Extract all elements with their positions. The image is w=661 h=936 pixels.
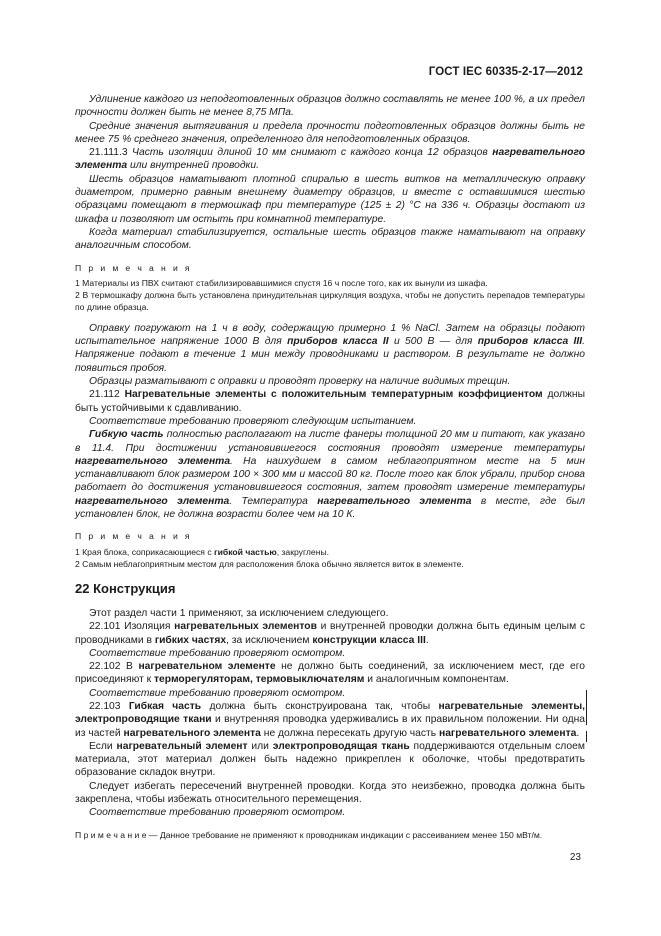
text-run: . Температура xyxy=(229,495,318,507)
text-run: полностью располагают на листе фанеры толщиной 20 мм и питают, как указано в 11.4. При достижении установившегося состояния проводят измерение температуры xyxy=(75,429,585,454)
text-run: , за исключением xyxy=(226,634,313,646)
text-run: 22.102 В xyxy=(89,661,139,673)
term-bold: нагревательного элемента xyxy=(317,495,472,507)
term-bold: нагревательного элемента xyxy=(123,727,261,739)
text-run: должна быть сконструирована так, чтобы xyxy=(201,700,439,712)
spacer xyxy=(75,253,585,262)
text-run: Этот раздел части 1 применяют, за исключением следующего. xyxy=(89,607,389,619)
paragraph xyxy=(75,226,585,253)
spacer xyxy=(75,521,585,530)
text-run: Средние значения вытягивания и предела прочности подготовленных образцов должны быть не менее 75 % среднего значения, определенного для неподготовленных образцов. xyxy=(75,120,585,145)
text-run: Удлинение каждого из неподготовленных образцов должно составлять не менее 100 %, а их предел прочности должен быть не менее 8,75 МПа. xyxy=(75,94,585,119)
page-number: 23 xyxy=(569,852,581,863)
text-run: Соответствие требованию проверяют осмотром. xyxy=(89,807,346,819)
paragraph xyxy=(75,647,585,660)
text-run: 21.111.3 xyxy=(89,147,133,159)
term-bold: нагревательных элементов xyxy=(174,621,317,633)
text-run: или внутренней проводки. xyxy=(127,160,259,172)
text-run: 21.112 xyxy=(89,389,125,401)
paragraph xyxy=(75,388,585,415)
paragraph xyxy=(75,415,585,428)
text-run: и аналогичным компонентам. xyxy=(364,674,509,686)
term-bold: конструкции класса III xyxy=(312,634,426,646)
term-bold: приборов класса III xyxy=(477,336,583,348)
note-item xyxy=(75,558,585,570)
paragraph xyxy=(75,806,585,819)
text-run: Когда материал стабилизируется, остальные шесть образцов также наматывают на оправку аналогичным способом. xyxy=(75,226,585,252)
paragraph xyxy=(75,660,585,687)
text-run: Следует избегать пересечений внутренней проводки. Когда это неизбежно, проводка должна быть закреплена, чтобы избежать относительного перемещения. xyxy=(75,780,585,806)
term-bold: гибких частях xyxy=(154,634,227,646)
paragraph xyxy=(75,428,585,521)
text-run: не должно быть соединений, за исключением мест, где его присоединяют к xyxy=(75,661,585,686)
term-bold: нагревательного элемента xyxy=(75,455,231,467)
text-run: 2 Самым неблагоприятным местом для расположения блока обычно является виток в элементе. xyxy=(75,558,464,569)
spacer xyxy=(75,313,585,322)
paragraph xyxy=(75,173,585,226)
note-item xyxy=(75,277,585,289)
text-run: . xyxy=(576,727,580,739)
text-run: и внутренняя проводка удерживались в их правильном положении. Ни одна из частей xyxy=(75,714,585,739)
paragraph xyxy=(75,740,585,780)
term-bold: Нагревательные элементы с положительным температурным коэффициентом xyxy=(124,389,543,401)
document-body xyxy=(75,93,585,841)
text-run: 1 Края блока, соприкасающиеся с xyxy=(75,546,215,557)
paragraph xyxy=(75,607,585,620)
text-run: Соответствие требованию проверяют следующим испытанием. xyxy=(89,415,417,427)
change-bar xyxy=(586,731,587,742)
text-run: должны быть устойчивыми к сдавливанию. xyxy=(75,389,586,414)
paragraph xyxy=(75,620,585,647)
term-bold: нагревательного элемента xyxy=(75,147,585,172)
notes-heading: П р и м е ч а н и я xyxy=(75,262,192,273)
spacer xyxy=(75,820,585,829)
text-run: Образцы разматывают с оправки и проводят проверку на наличие видимых трещин. xyxy=(89,376,511,388)
paragraph xyxy=(75,780,585,807)
term-bold: нагревательного элемента xyxy=(75,495,230,507)
text-run: Шесть образцов наматывают плотной спиралью в шесть витков на металлическую оправку диаметром, примерно равным внешнему диаметру образцов, и вместе с оставшимися шестью образцами помещают в термошкаф при температуре (125 ± 2) °С на 336 ч. Образцы достают из шкафа и позволяют им остыть при комнатной температуре. xyxy=(75,173,585,225)
text-run: 1 Материалы из ПВХ считают стабилизировавшимися спустя 16 ч после того, как их вынули из шкафа. xyxy=(75,277,488,288)
text-run: 22.103 xyxy=(89,700,129,712)
text-run: П р и м е ч а н и е — Данное требование не применяют к проводникам индикации с рассеиванием менее 150 мВт/м. xyxy=(75,829,543,840)
term-bold: терморегуляторам, термовыключателям xyxy=(154,674,365,686)
paragraph xyxy=(75,375,585,388)
term-bold: Гибкая часть xyxy=(128,700,202,712)
text-run: . xyxy=(425,634,429,646)
note-item xyxy=(75,829,585,841)
term-bold: Гибкую часть xyxy=(89,429,164,441)
term-bold: нагревательные элементы, электропроводящие ткани xyxy=(75,700,585,726)
text-run: Соответствие требованию проверяют осмотром. xyxy=(89,687,346,699)
change-bar xyxy=(586,690,587,725)
section-heading: 22 Конструкция xyxy=(75,580,176,596)
text-run: . На наихудшем в самом неблагоприятном месте на 5 мин устанавливают блок размером 100 × 300 мм и массой 80 кг. После того как блок убрали, прибор снова работает до достижения установившегося состояния, затем проводят измерение температуры xyxy=(75,455,585,494)
paragraph xyxy=(75,687,585,700)
note-item xyxy=(75,546,585,558)
text-run: поддерживаются отдельным слоем материала, этот материал должен быть надежно прикреплен к оболочке, чтобы предотвратить образование складок внутри. xyxy=(75,740,585,779)
text-run: , закруглены. xyxy=(276,546,330,557)
term-bold: электропроводящая ткань xyxy=(272,740,410,752)
text-run: Если xyxy=(89,740,117,752)
text-run: Оправку погружают на 1 ч в воду, содержащую примерно 1 % NaCl. Затем на образцы подают испытательное напряжение 1000 В для xyxy=(75,322,585,348)
text-run: 22.101 Изоляция xyxy=(89,621,175,633)
text-run: 2 В термошкафу должна быть установлена принудительная циркуляция воздуха, чтобы не допустить перепадов температуры по длине образца. xyxy=(75,289,585,312)
notes-heading: П р и м е ч а н и я xyxy=(75,531,192,542)
text-run: . Напряжение подают в течение 1 мин между проводниками и раствором. В результате не должно появиться пробоя. xyxy=(75,336,585,374)
text-run: и внутренней проводки должна быть единым целым с проводниками в xyxy=(75,621,585,646)
text-run: и 500 В — для xyxy=(388,336,478,348)
text-run: не должна пересекать другую часть xyxy=(260,727,439,739)
paragraph xyxy=(75,322,585,375)
term-bold: гибкой частью xyxy=(214,546,277,557)
paragraph xyxy=(75,93,585,120)
text-run: Часть изоляции длиной 10 мм снимают с каждого конца 12 образцов xyxy=(132,147,493,159)
term-bold: приборов класса II xyxy=(287,336,389,348)
paragraph xyxy=(75,146,585,173)
note-item xyxy=(75,289,585,313)
paragraph xyxy=(75,700,585,740)
term-bold: нагревательного элемента xyxy=(438,727,577,739)
paragraph xyxy=(75,120,585,147)
text-run: Соответствие требованию проверяют осмотром. xyxy=(89,647,346,659)
document-header: ГОСТ IEC 60335-2-17—2012 xyxy=(428,66,583,78)
text-run: в месте, где был установлен блок, не должна возрасти более чем на 10 К. xyxy=(75,495,586,521)
term-bold: нагревательном элементе xyxy=(138,661,276,673)
term-bold: нагревательный элемент xyxy=(116,740,248,752)
text-run: или xyxy=(247,740,273,752)
